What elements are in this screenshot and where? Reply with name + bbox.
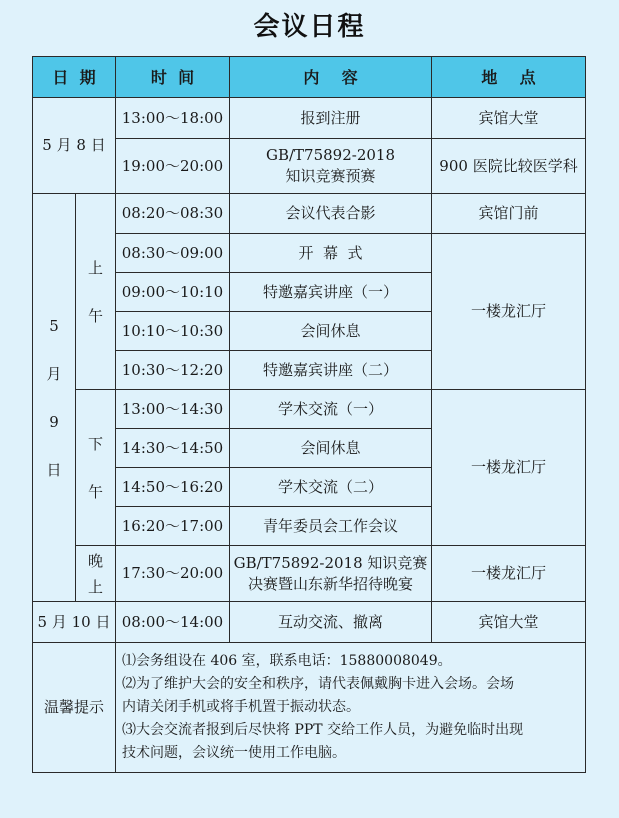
notes-label: 温馨提示 [33,643,116,773]
content-line: 知识竞赛预赛 [285,167,376,185]
note-2a: ⑵为了维护大会的安全和秩序，请代表佩戴胸卡进入会场。会场 [122,676,514,692]
table-header-row [33,57,586,98]
content-cell [230,546,432,602]
period-char: 午 [87,306,103,325]
date-char: 日 [46,460,62,479]
period-char: 上 [87,258,103,277]
time-cell: 17:30～20:00 [116,546,230,602]
content-cell: 学术交流（一） [230,390,432,429]
content-line: GB/T75892-2018 知识竞赛 [233,553,428,572]
table-row [33,546,586,602]
place-cell: 宾馆大堂 [432,98,586,139]
content-cell: 报到注册 [230,98,432,139]
content-cell: 开 幕 式 [230,234,432,273]
table-row [33,390,586,429]
table-row [33,234,586,273]
time-cell: 08:00～14:00 [116,602,230,643]
header-place: 地 点 [432,57,586,98]
place-cell: 一楼龙汇厅 [432,546,586,602]
content-cell: 特邀嘉宾讲座（二） [230,351,432,390]
page-title: 会议日程 [253,12,366,42]
content-cell: 会间休息 [230,312,432,351]
time-cell: 14:50～16:20 [116,468,230,507]
time-cell: 08:20～08:30 [116,194,230,234]
time-cell: 13:00～14:30 [116,390,230,429]
date-char: 9 [49,412,59,431]
date-char: 5 [49,316,59,335]
content-cell: 青年委员会工作会议 [230,507,432,546]
time-cell: 09:00～10:10 [116,273,230,312]
table-row [33,194,586,234]
period-am [76,194,116,390]
date-char: 月 [46,364,62,383]
content-line: 决赛暨山东新华招待晚宴 [247,574,413,593]
content-line: GB/T75892-2018 [265,146,396,164]
period-eve [76,546,116,602]
content-cell: 学术交流（二） [230,468,432,507]
content-cell: 会间休息 [230,429,432,468]
table-row [33,602,586,643]
place-cell: 900 医院比较医学科 [432,139,586,194]
period-char: 上 [87,577,103,596]
date-may8: 5 月 8 日 [33,98,116,194]
period-pm [76,390,116,546]
period-char: 下 [87,434,103,453]
date-may10: 5 月 10 日 [33,602,116,643]
header-date: 日 期 [33,57,116,98]
header-time: 时 间 [116,57,230,98]
time-cell: 10:10～10:30 [116,312,230,351]
place-cell: 一楼龙汇厅 [432,390,586,546]
time-cell: 13:00～18:00 [116,98,230,139]
period-char: 晚 [87,551,103,570]
notes-row [33,643,586,773]
place-cell: 宾馆大堂 [432,602,586,643]
table-row [33,139,586,194]
note-3b: 技术问题，会议统一使用工作电脑。 [122,745,346,761]
time-cell: 19:00～20:00 [116,139,230,194]
content-cell [230,139,432,194]
notes-cell [116,643,586,773]
content-cell: 会议代表合影 [230,194,432,234]
time-cell: 10:30～12:20 [116,351,230,390]
note-1: ⑴会务组设在 406 室，联系电话：15880008049。 [122,653,452,669]
place-cell: 一楼龙汇厅 [432,234,586,390]
table-row [33,98,586,139]
place-cell: 宾馆门前 [432,194,586,234]
time-cell: 14:30～14:50 [116,429,230,468]
date-may9 [33,194,76,602]
content-cell: 互动交流、撤离 [230,602,432,643]
time-cell: 16:20～17:00 [116,507,230,546]
note-2b: 内请关闭手机或将手机置于振动状态。 [122,699,360,715]
note-3a: ⑶大会交流者报到后尽快将 PPT 交给工作人员，为避免临时出现 [122,722,524,738]
content-cell: 特邀嘉宾讲座（一） [230,273,432,312]
period-char: 午 [87,482,103,501]
schedule-table [32,56,586,773]
time-cell: 08:30～09:00 [116,234,230,273]
header-content: 内 容 [230,57,432,98]
